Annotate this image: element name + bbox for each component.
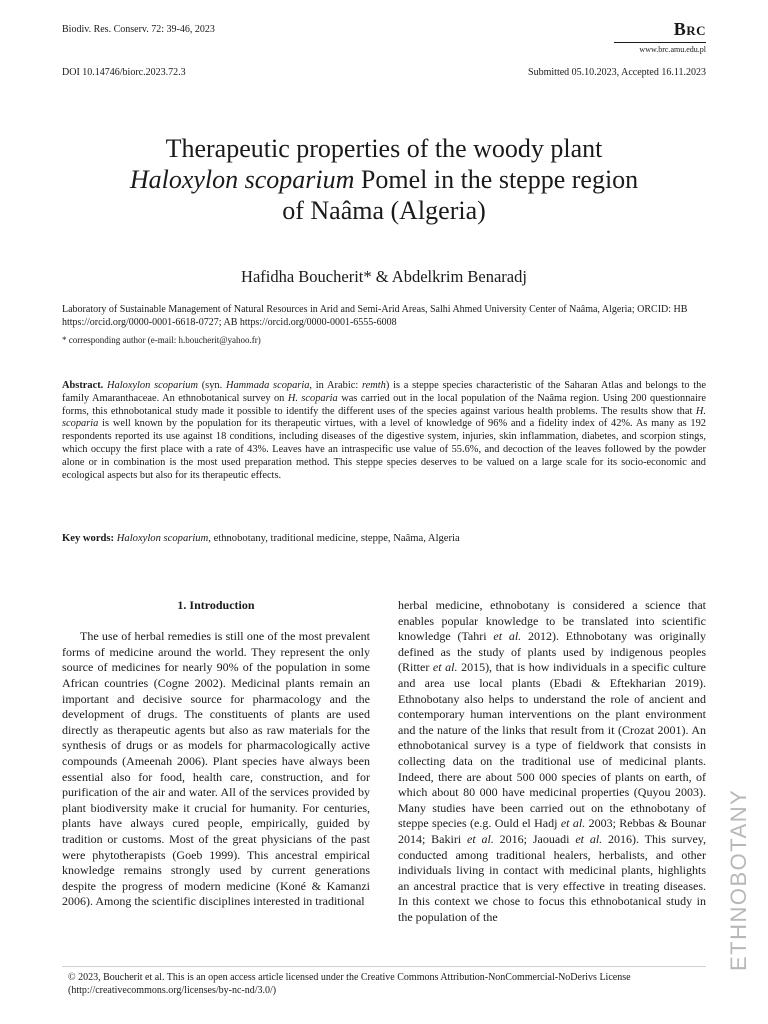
submission-dates: Submitted 05.10.2023, Accepted 16.11.2023 bbox=[528, 67, 706, 78]
abstract-text: (syn. bbox=[197, 380, 226, 391]
title-line-2 bbox=[0, 164, 768, 195]
et-al: et al. bbox=[575, 831, 603, 846]
abstract-species-short: H. scoparia bbox=[287, 392, 338, 404]
keywords-list: , ethnobotany, traditional medicine, steppe, Naâma, Algeria bbox=[208, 533, 460, 544]
abstract-text: ) is a steppe species characteristic of the Saharan Atlas and belongs to the family Amaranthaceae. An ethnobotanical survey on bbox=[62, 380, 706, 404]
corresponding-author: * corresponding author (e-mail: h.boucherit@yahoo.fr) bbox=[62, 335, 261, 345]
logo-rule bbox=[614, 42, 706, 43]
doi[interactable]: DOI 10.14746/biorc.2023.72.3 bbox=[62, 67, 186, 78]
authors: Hafidha Boucherit* & Abdelkrim Benaradj bbox=[241, 267, 527, 286]
intro-paragraph-right bbox=[398, 598, 706, 925]
body-column-left bbox=[62, 598, 370, 910]
et-al: et al. bbox=[432, 660, 458, 675]
abstract-text: was carried out in the local population of the Naâma region. Using 200 questionnaire forms, this ethnobotanical study made it possible to identify the different uses of the species against various health problems. The results show that bbox=[62, 392, 706, 417]
body-column-right bbox=[398, 598, 706, 925]
abstract-text: is well known by the population for its therapeutic virtues, with a level of knowledge of 96% and a fidelity index of 42%. As many as 192 respondents reported its use against 18 conditions, including diseases of the digestive system, injuries, skin inflammation, diabetes, and scorpion stings, which occupy the first place with a rate of 43%. Leaves have an intraspecific use value of 55.6%, and decoction of the leaves followed by the powder alone or in combination is the most used preparation method. This steppe species deserves to be valued on a large scale for its socio-economic and ecological aspects but also for its therapeutic effects. bbox=[62, 418, 706, 481]
abstract-species: Haloxylon scoparium bbox=[107, 380, 198, 391]
abstract-species-short: H. scoparia bbox=[62, 405, 706, 430]
abstract bbox=[62, 380, 706, 482]
et-al: et al. bbox=[493, 629, 522, 644]
et-al: et al. bbox=[560, 816, 586, 831]
title-line-2-rest: Pomel in the steppe region bbox=[354, 165, 639, 194]
body-text: 2015), that is how individuals in a specific culture and area use local plants (Ebadi & Eftekharian 2019). Ethnobotany also helps to understand the role of ancient and contemporary human interventions on the plant environment and the nature of the links that result from it (Crozat 2001). An ethnobotanical survey is a type of fieldwork that consists in collecting data on the traditional use of medicinal plants. Indeed, there are about 500 000 species of plants on earth, of which about 80 000 have medicinal properties (Quyou 2003). Many studies have been carried out on the ethnobotany of steppe species (e.g. Ould el Hadj bbox=[398, 660, 706, 831]
journal-url[interactable]: www.brc.amu.edu.pl bbox=[639, 45, 706, 54]
section-side-label: ETHNOBOTANY bbox=[726, 788, 751, 972]
body-text: 2016). This survey, conducted among traditional healers, herbalists, and other individuals living in contact with medicinal plants, highlights an ancestral practice that is very effective in treating diseases. In this context we chose to focus this ethnobotanical study in the population of the bbox=[398, 831, 707, 924]
abstract-label: Abstract. bbox=[62, 380, 104, 391]
intro-paragraph-left: The use of herbal remedies is still one of the most prevalent forms of medicine around the world. They represent the only source of medicines for nearly 90% of the population in some African countries (Cogne 2002). Medicinal plants remain an important and decisive source for pharmacology and the development of drugs. The constituents of plants are used directly as therapeutic agents but also as raw materials for the synthesis of drugs or as models for pharmacologically active compounds (Ameenah 2006). Plant species have always been essential also for food, health care, construction, and for purification of the air and water. All of the services provided by plant biodiversity make it crucial for humanity. For centuries, plants have always cured people, empirically, guided by tradition or customs. Most of the great physicians of the past were phytotherapists (Goeb 1999). This ancestral empirical knowledge remains strongly used by current generations despite the progress of modern medicine (Koné & Kamanzi 2006). Among the scientific disciplines interested in traditional bbox=[62, 629, 370, 909]
brc-logo-mark: Brc bbox=[673, 19, 706, 39]
keywords bbox=[62, 532, 706, 545]
abstract-text: , in Arabic: bbox=[309, 380, 362, 391]
body-text: 2012). Ethnobotany was originally defined as the study of plants used by indigenous peoples (Ritter bbox=[398, 629, 707, 675]
body-text: herbal medicine, ethnobotany is considered a science that enables popular knowledge to be translated into scientific knowledge (Tahri bbox=[398, 598, 706, 644]
body-text: 2003; Rebbas & Bounar 2014; Bakiri bbox=[398, 816, 706, 846]
keywords-label: Key words: bbox=[62, 533, 115, 544]
article-title bbox=[0, 133, 768, 226]
section-heading-introduction: 1. Introduction bbox=[177, 598, 255, 612]
et-al: et al. bbox=[467, 831, 494, 846]
keywords-species: Haloxylon scoparium bbox=[116, 533, 209, 544]
title-species: Haloxylon scoparium bbox=[129, 165, 355, 194]
abstract-synonym: Hammada scoparia bbox=[225, 380, 310, 391]
affiliation: Laboratory of Sustainable Management of Natural Resources in Arid and Semi-Arid Areas, Salhi Ahmed University Center of Naâma, Algeria; ORCID: HB https://orcid.org/0000-0001-6618-0727; AB https://orcid.org/0000-0001-6555-6008 bbox=[62, 304, 688, 328]
journal-citation: Biodiv. Res. Conserv. 72: 39-46, 2023 bbox=[62, 24, 215, 35]
title-line-1: Therapeutic properties of the woody plant bbox=[165, 134, 603, 163]
footer-divider bbox=[62, 966, 706, 967]
license-notice: © 2023, Boucherit et al. This is an open access article licensed under the Creative Commons Attribution-NonCommercial-NoDerivs License (http://creativecommons.org/licenses/by-nc-nd/3.0/) bbox=[68, 972, 631, 996]
body-text: 2016; Jaouadi bbox=[493, 831, 576, 846]
journal-logo bbox=[614, 19, 706, 55]
abstract-arabic-name: remth bbox=[361, 380, 386, 391]
title-line-3: of Naâma (Algeria) bbox=[282, 196, 486, 225]
